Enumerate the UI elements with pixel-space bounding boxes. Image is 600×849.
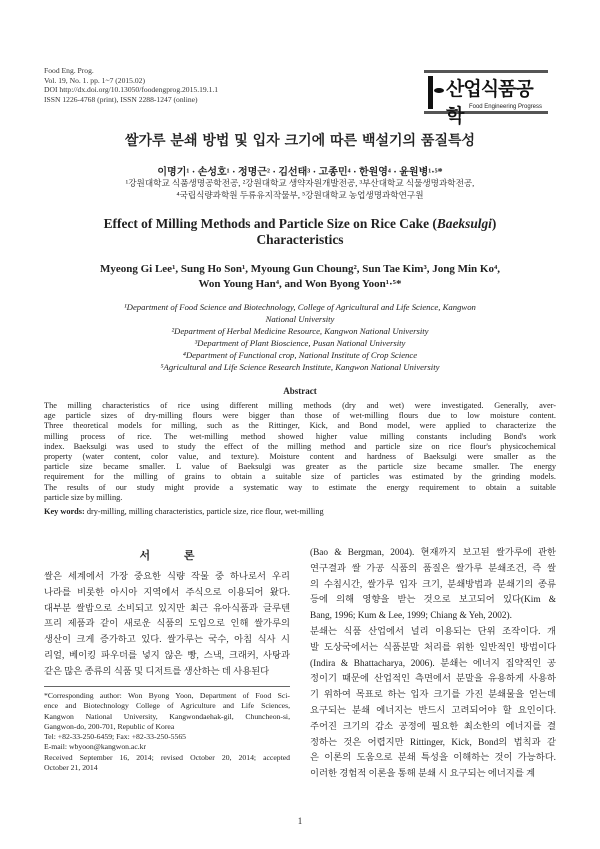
korean-affiliation-line: ⁴국립식량과학원 두류유지작물부, ⁵강원대학교 농업생명과학연구원 bbox=[176, 190, 424, 200]
keywords-label: Key words: bbox=[44, 507, 85, 516]
text-line: Bang, 1996; Kum & Lee, 1999; Chiang & Yeh, 2002). bbox=[310, 611, 512, 622]
text-line: 리얼, 베이킹 파우더를 넣지 않은 빵, 스낵, 크래커, 사탕과 bbox=[44, 650, 290, 661]
text-line: Gangwon-do, 200-701, Republic of Korea bbox=[44, 721, 175, 731]
affiliation-line: ³Department of Plant Bioscience, Pusan National University bbox=[194, 337, 406, 348]
text-line: property (water content, color value, and texture). Moisture content and hardness of Baeksulgi were smaller as the bbox=[44, 452, 556, 462]
text-line: Kangwon National University, Kangwondaehak-gil, Chuncheon-si, bbox=[44, 711, 290, 721]
text-line: age particle sizes of dry-milling flours were bigger than those of wet-milling flours due to low moisture content. bbox=[44, 411, 556, 421]
korean-authors: 이명기¹ · 손성호¹ · 정명근² · 김선태³ · 고종민⁴ · 한원영⁴ · 윤원병¹·⁵* bbox=[157, 167, 443, 178]
section-title: 서 론 bbox=[139, 549, 195, 562]
text-line: 생산이 크게 증가하고 있다. 쌀가루는 국수, 아침 식사 시 bbox=[44, 635, 290, 646]
text-line: 이러한 경험적 이론을 통해 분쇄 시 요구되는 에너지를 계 bbox=[310, 769, 536, 780]
journal-logo bbox=[424, 70, 548, 127]
text-line: (Bao & Bergman, 2004). 현재까지 보고된 쌀가루에 관한 bbox=[310, 548, 556, 558]
keywords bbox=[44, 507, 324, 516]
issn: ISSN 1226-4768 (print), ISSN 2288-1247 (online) bbox=[44, 94, 198, 104]
text-line: 연구결과 쌀 가공 식품의 품질은 쌀가루 분쇄조건, 즉 쌀 bbox=[310, 563, 556, 574]
korean-title: 쌀가루 분쇄 방법 및 입자 크기에 따른 백설기의 품질특성 bbox=[124, 133, 476, 149]
abstract-heading: Abstract bbox=[283, 386, 317, 396]
text-line: The milling characteristics of rice using different milling methods (dry and wet) were investigated. Generally, aver- bbox=[44, 401, 556, 410]
english-affiliations bbox=[40, 302, 560, 373]
text-line: 주어진 크기의 감소 공정에 필요한 최소한의 에너지를 결 bbox=[310, 721, 556, 732]
text-line: 나라를 비롯한 아시아 지역에서 주식으로 이용되어 왔다. bbox=[44, 587, 290, 598]
left-column-text bbox=[44, 570, 290, 681]
title-italic: Baeksulgi bbox=[436, 216, 492, 231]
affiliation-line: National University bbox=[265, 313, 335, 324]
text-line: E-mail: wbyoon@kangwon.ac.kr bbox=[44, 742, 147, 752]
affiliation-line: ²Department of Herbal Medicine Resource, Kangwon National University bbox=[171, 325, 429, 336]
text-line: 정이기 때문에 산업적인 측면에서 분말을 유용하게 사용하 bbox=[310, 674, 556, 685]
text-line: milling process of rice. The wet-milling method showed higher value milling constants including Bond's work bbox=[44, 431, 556, 441]
affiliation-line: ¹Department of Food Science and Biotechnology, College of Agricultural and Life Science, Kangwon bbox=[124, 302, 476, 312]
footnote bbox=[44, 691, 290, 773]
logo-english: Food Engineering Progress bbox=[468, 104, 542, 110]
journal-header bbox=[44, 66, 218, 104]
text-line: *Corresponding author: Won Byong Yoon, Department of Food Sci- bbox=[44, 691, 290, 700]
keywords-text: dry-milling, milling characteristics, particle size, rice flour, wet-milling bbox=[84, 507, 324, 516]
text-line: Three theoretical models for milling, such as the Rittinger, Kick, and Bond model, were applied to characterize the bbox=[44, 421, 556, 431]
text-line: October 21, 2014 bbox=[44, 763, 98, 773]
text-line: 정하는 것은 어렵지만 Rittinger, Kick, Bond의 법칙과 같 bbox=[310, 737, 556, 748]
footnote-divider bbox=[44, 686, 290, 687]
text-line: particle size became smaller. L value of Baeksulgi was greater as the particle size became smaller. The energy bbox=[44, 462, 556, 472]
korean-affiliations bbox=[40, 177, 560, 201]
english-authors: Myeong Gi Lee¹, Sung Ho Son¹, Myoung Gun Choung², Sun Tae Kim³, Jong Min Ko⁴, Won Young Han⁴, and Won Byong Yoon¹·⁵* bbox=[99, 263, 501, 290]
text-line: 대부분 쌀밥으로 소비되고 있지만 최근 유아식품과 글루텐 bbox=[44, 603, 290, 614]
affiliation-line: ⁵Agricultural and Life Science Research Institute, Kangwon National University bbox=[160, 361, 440, 372]
text-line: Tel: +82-33-250-6459; Fax: +82-33-250-5565 bbox=[44, 732, 187, 742]
text-line: particle size by milling. bbox=[44, 492, 123, 502]
text-line: requirement for the milling of grains to obtain a suitable size of particles was estimated by the grinding models. bbox=[44, 472, 556, 482]
text-line: 쌀은 세계에서 가장 중요한 식량 작물 중 하나로서 우리 bbox=[44, 572, 290, 582]
text-line: The results of our study might provide a systematic way to estimate the energy requirement to obtain a suitable bbox=[44, 482, 556, 492]
english-title: Effect of Milling Methods and Particle Size on Rice Cake (Baeksulgi) Characteristics bbox=[103, 216, 497, 247]
text-line: 의 수침시간, 쌀가루 입자 크기, 분쇄방법과 분쇄기의 종류 bbox=[310, 579, 556, 590]
text-line: 분쇄는 식품 산업에서 널리 이용되는 단위 조작이다. 개 bbox=[310, 626, 556, 637]
logo-mark-icon bbox=[428, 76, 433, 109]
text-line: 프리 제품과 같이 새로운 식품의 도입으로 인해 쌀가루의 bbox=[44, 619, 290, 630]
text-line: index. Baeksulgi was used to study the effect of the milling method and particle size on rice flour's physicochemical bbox=[44, 441, 556, 451]
text-line: 요구되는 분쇄 에너지는 반드시 고려되어야 할 요인이다. bbox=[310, 705, 556, 716]
doi[interactable]: DOI http://dx.doi.org/10.13050/foodengprog.2015.19.1.1 bbox=[44, 85, 219, 95]
text-line: 등에 의해 영향을 받는 것으로 보고되어 있다(Kim & bbox=[310, 595, 556, 606]
journal-name: Food Eng. Prog. bbox=[44, 66, 94, 75]
text-line: 기 위하여 목표로 하는 입자 크기를 가진 분쇄물을 얻는데 bbox=[310, 690, 556, 701]
volume-info: Vol. 19, No. 1. pp. 1~7 (2015.02) bbox=[44, 75, 145, 85]
text-line: 같은 많은 종류의 식품 및 디저트를 생산하는 데 사용된다 bbox=[44, 666, 270, 677]
text-line: 발 도상국에서는 식품분말 처리를 위한 일반적인 방법이다 bbox=[310, 642, 556, 653]
text-line: 은 이론의 도움으로 분쇄 특성을 이해하는 것이 가능하다. bbox=[310, 753, 556, 764]
korean-affiliation-line: ¹강원대학교 식품생명공학전공, ²강원대학교 생약자원개발전공, ³부산대학교 식물생명과학전공, bbox=[125, 178, 475, 188]
logo-korean: 산업식품공학 bbox=[446, 78, 533, 127]
logo-fish-icon bbox=[434, 88, 444, 93]
text-line: ence and Biotechnology College of Agriculture and Life Sciences, bbox=[44, 701, 290, 711]
page-number: 1 bbox=[297, 816, 303, 826]
affiliation-line: ⁴Department of Functional crop, National Institute of Crop Science bbox=[182, 349, 418, 360]
right-column-text bbox=[310, 546, 556, 783]
text-line: (Indira & Bhattacharya, 2006). 분쇄는 에너지 집약적인 공 bbox=[310, 658, 556, 669]
text-line: Received September 16, 2014; revised October 20, 2014; accepted bbox=[44, 752, 290, 762]
abstract-body bbox=[44, 401, 556, 503]
